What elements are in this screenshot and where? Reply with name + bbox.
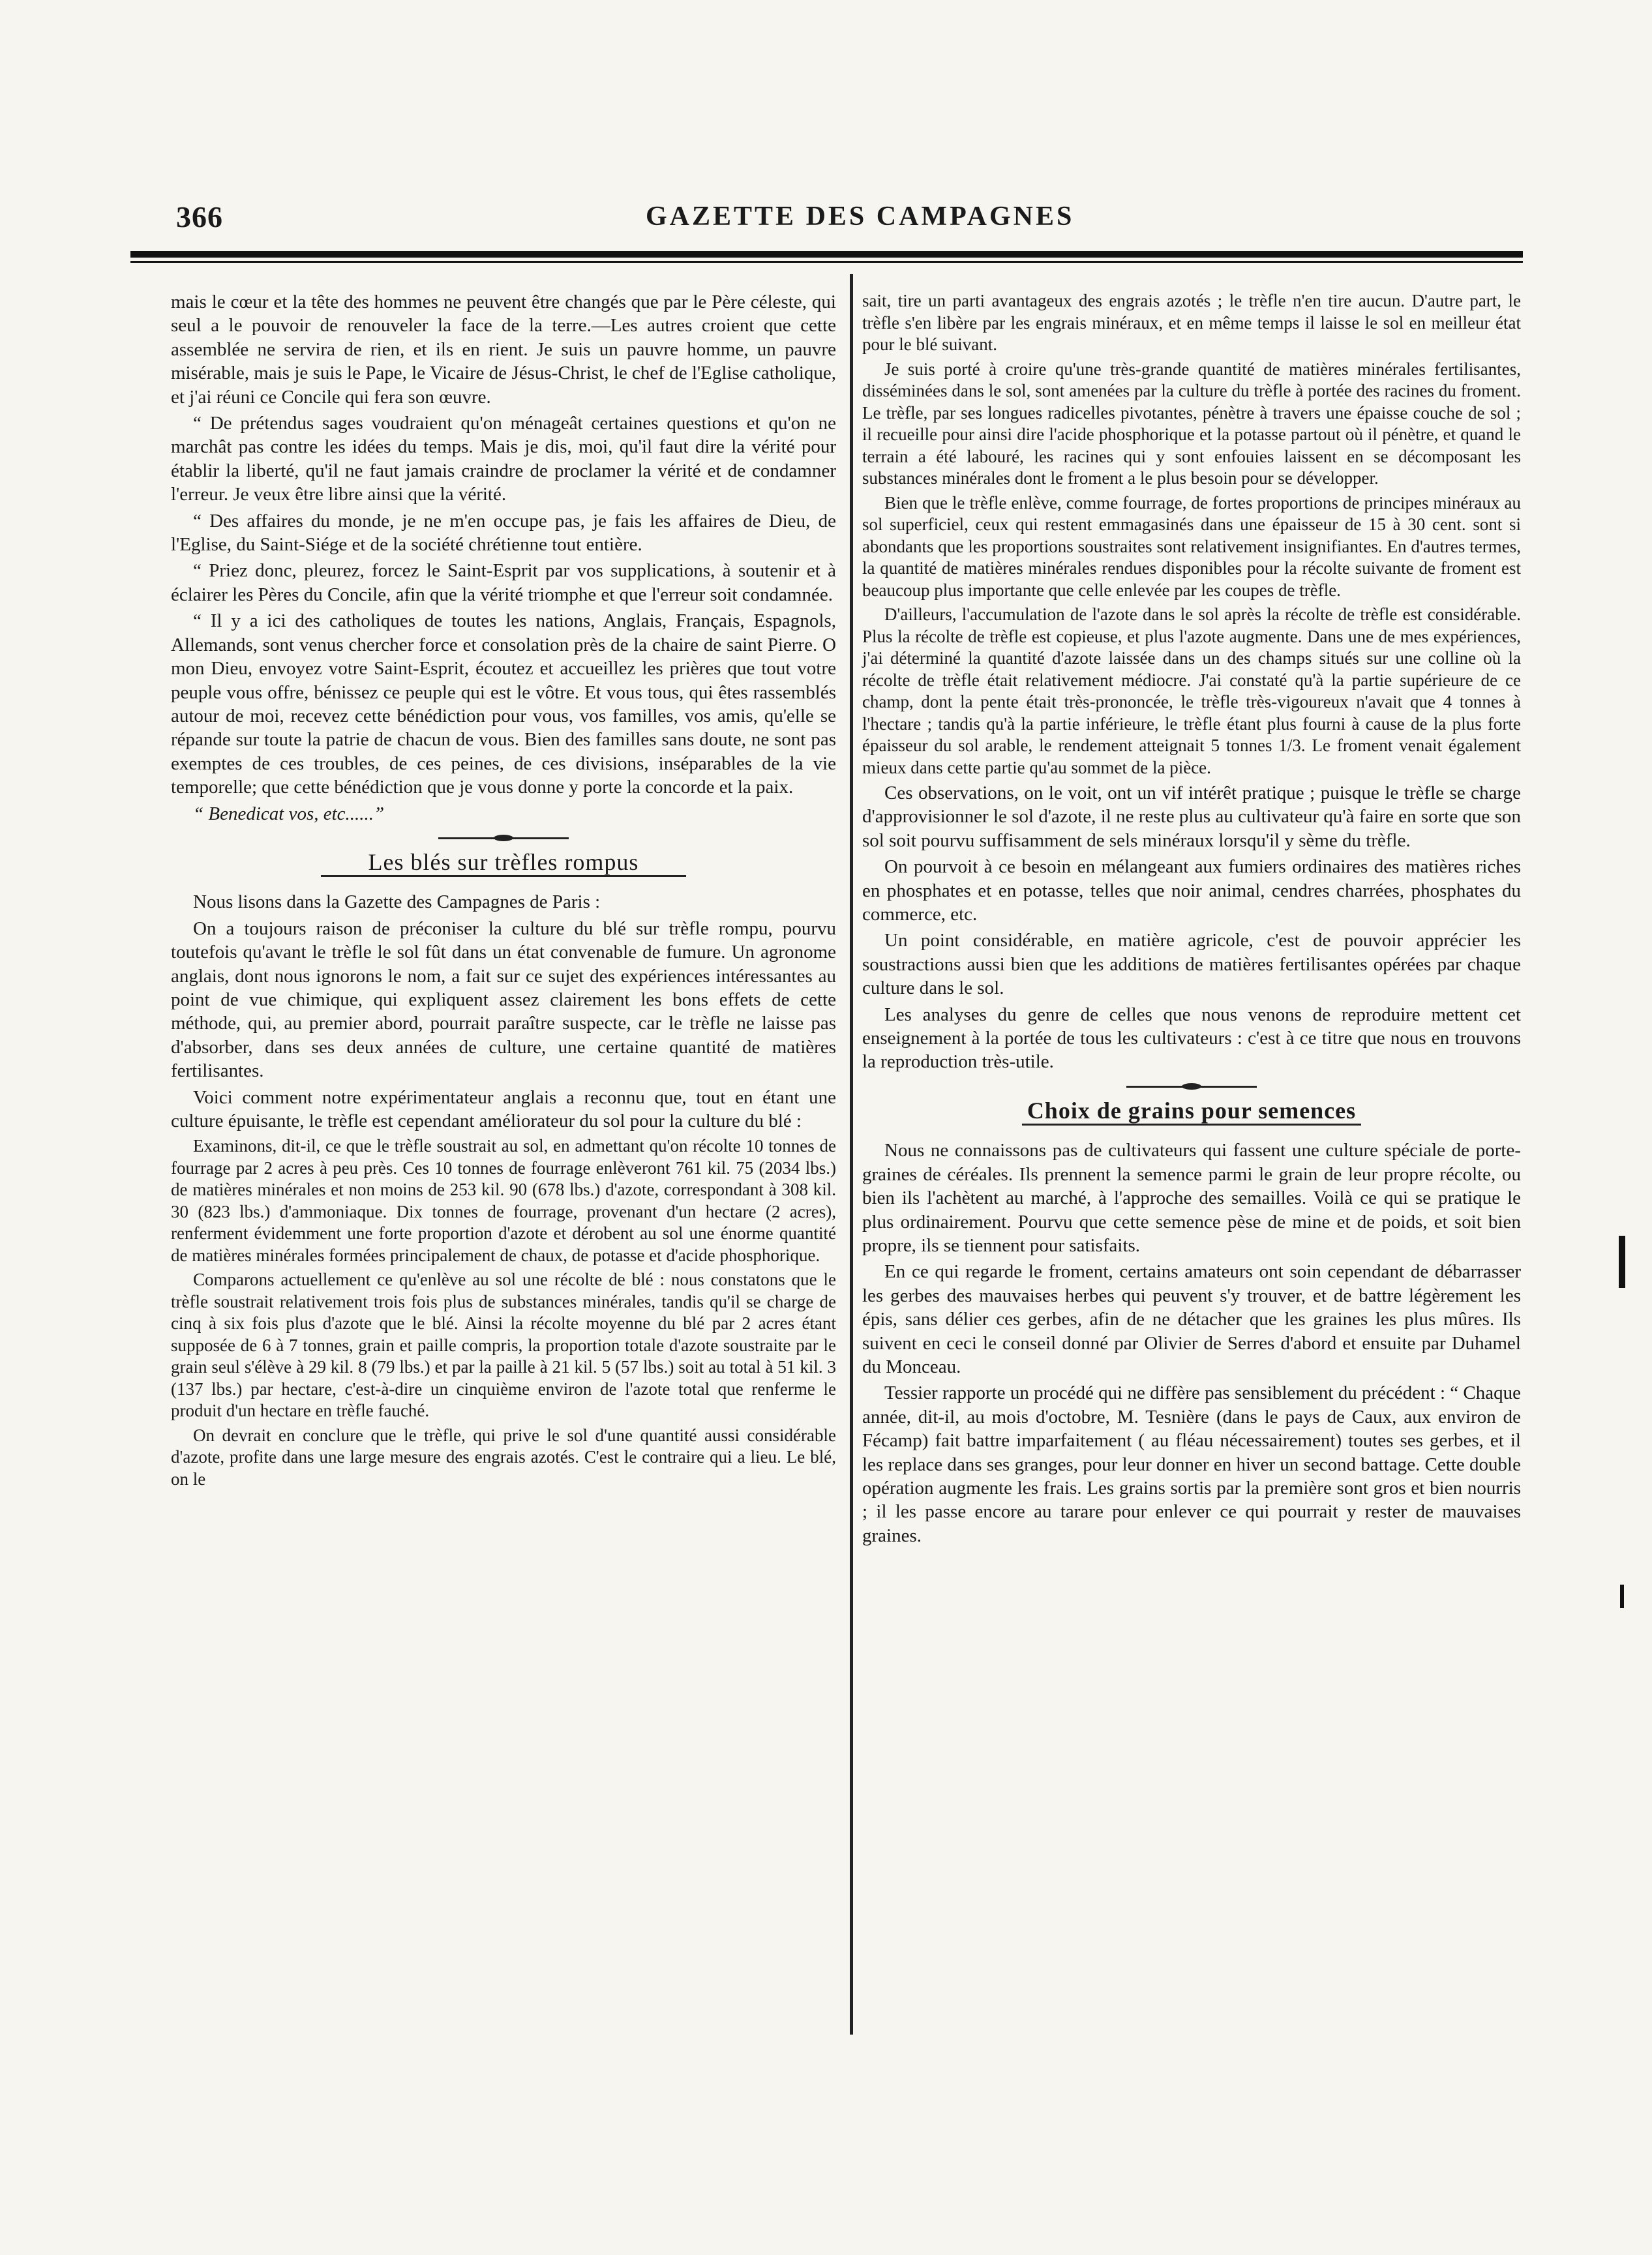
paragraph: Voici comment notre expérimentateur anglais a reconnu que, tout en étant une culture épuisante, le trèfle est cependant améliorateur du sol pour la culture du blé : [171,1086,836,1131]
page-number: 366 [176,200,223,233]
section-title: Choix de grains pour semences [1022,1099,1361,1126]
section-separator [1126,1083,1257,1090]
paragraph: D'ailleurs, l'accumulation de l'azote dans le sol après la récolte de trèfle est considérable. Plus la récolte de trèfle est copieuse, et plus l'azote augmente. Dans une de mes expériences, j'ai déterminé la quantité d'azote laissée dans un des champs situés sur une colline où la récolte de trèfle était relativement médiocre. J'ai constaté qu'à la partie supérieure de ce champ, dont la pente était très-prononcée, le trèfle très-vigoureux n'avait que 4 tonnes à l'hectare ; tandis qu'à la partie inférieure, le trèfle étant plus fourni à cause de la plus forte épaisseur du sol arable, le rendement atteignait 5 tonnes 1/3. Le froment venait également mieux dans cette partie qu'au sommet de la pièce. [862,605,1521,777]
paragraph: On devrait en conclure que le trèfle, qui prive le sol d'une quantité aussi considérable d'azote, profite dans une large mesure des engrais azotés. C'est le contraire qui a lieu. Le blé, on le [171,1425,836,1489]
paragraph: On pourvoit à ce besoin en mélangeant aux fumiers ordinaires des matières riches en phosphates et en potasse, telles que noir animal, cendres charrées, phosphates du commerce, etc. [862,856,1521,925]
paragraph: Les analyses du genre de celles que nous venons de reproduire mettent cet enseignement à la portée de tous les cultivateurs : c'est à ce titre que nous en trouvons la reproduction très-utile. [862,1004,1521,1073]
paragraph: Un point considérable, en matière agricole, c'est de pouvoir apprécier les soustractions aussi bien que les additions de matières fertilisantes opérées par chaque culture dans le sol. [862,930,1521,999]
margin-mark [1620,1585,1624,1608]
paragraph: “ Il y a ici des catholiques de toutes les nations, Anglais, Français, Espagnols, Allemands, sont venus chercher force et consolation près de la chaire de saint Pierre. O mon Dieu, envoyez votre Saint-Esprit, écoutez et accueillez les prières que tout votre peuple vous offre, bénissez ce peuple qui est le vôtre. Et vous tous, qui êtes rassemblés autour de moi, recevez cette bénédiction pour vous, vos familles, vos amis, qu'elle se répande sur toute la patrie de chacun de vous. Bien des familles sans doute, ne sont pas exemptes de ces troubles, de ces peines, de ces divisions, inséparables de la vie temporelle; que cette bénédiction que je vous donne y porte la concorde et la paix. [171,610,836,798]
paragraph: En ce qui regarde le froment, certains amateurs ont soin cependant de débarrasser les gerbes des mauvaises herbes qui peuvent s'y trouver, et de battre légèrement les épis, sans délier ces gerbes, afin de ne détacher que les graines les plus mûres. Ils suivent en ceci le conseil donné par Olivier de Serres d'abord et ensuite par Duhamel du Monceau. [862,1261,1521,1377]
paragraph: “ Benedicat vos, etc......” [193,803,385,824]
paragraph: “ De prétendus sages voudraient qu'on ménageât certaines questions et qu'on ne marchât pas contre les idées du temps. Mais je dis, moi, qu'il faut dire la vérité pour établir la liberté, qu'il ne faut jamais craindre de proclamer la vérité et de condamner l'erreur. Je veux être libre ainsi que la vérité. [171,413,836,505]
paragraph: Tessier rapporte un procédé qui ne diffère pas sensiblement du précédent : “ Chaque année, dit-il, au mois d'octobre, M. Tesnière (dans le pays de Caux, aux environ de Fécamp) fait battre imparfaitement ( au fléau nécessairement) toutes ses gerbes, et il les replace dans ses granges, pour leur donner en hiver un second battage. Cette double opération augmente les frais. Les grains sortis par la première sont gros et bien nourris ; il les passe encore au tarare pour enlever ce qui pourrait y rester de mauvaises graines. [862,1382,1521,1546]
paragraph: Ces observations, on le voit, ont un vif intérêt pratique ; puisque le trèfle se charge d'approvisionner le sol d'azote, il ne reste plus au cultivateur qu'à faire en sorte que son sol soit pourvu suffisamment de sels minéraux lorsqu'il y sème du trèfle. [862,783,1521,851]
left-column [171,290,836,1493]
paragraph: Bien que le trèfle enlève, comme fourrage, de fortes proportions de principes minéraux au sol superficiel, ceux qui restent emmagasinés dans une épaisseur de 15 à 30 cent. sont si abondants que les proportions soustraites sont relativement insignifiantes. En d'autres termes, la quantité de matières minérales rendues disponibles pour la récolte suivante de froment est beaucoup plus importante que celle enlevée par les coupes de trèfle. [862,492,1521,600]
paragraph: “ Priez donc, pleurez, forcez le Saint-Esprit par vos supplications, à soutenir et à éclairer les Pères du Concile, afin que la vérité triomphe et que l'erreur soit condamnée. [171,560,836,605]
section-title: Les blés sur trèfles rompus [321,850,686,877]
page-header [176,196,1520,248]
paragraph: Nous lisons dans la Gazette des Campagnes de Paris : [193,891,601,913]
paragraph: Examinons, dit-il, ce que le trèfle soustrait au sol, en admettant qu'on récolte 10 tonnes de fourrage par 2 acres à peu près. Ces 10 tonnes de fourrage enlèveront 761 kil. 75 (2034 lbs.) de matières minérales et non moins de 253 kil. 90 (678 lbs.) d'azote, correspondant à 308 kil. 30 (823 lbs.) d'ammoniaque. Dix tonnes de fourrage, provenant d'un hectare (2 acres), renferment évidemment une forte proportion d'azote et dérobent au sol une énorme quantité de matières minérales formées principalement de chaux, de potasse et d'acide phosphorique. [171,1136,836,1265]
section-separator [438,835,569,841]
paragraph: Nous ne connaissons pas de cultivateurs qui fassent une culture spéciale de porte-graines de céréales. Ils prennent la semence parmi le grain de leur propre récolte, ou bien ils l'achètent au marché, à l'approche des semailles. Voilà ce qui se pratique le plus ordinairement. Pourvu que cette semence pèse de mine et de poids, et soit bien propre, ils se tiennent pour satisfaits. [862,1140,1521,1256]
header-rule-thin [130,261,1523,263]
running-title: GAZETTE DES CAMPAGNES [646,202,1075,231]
paragraph: Comparons actuellement ce qu'enlève au sol une récolte de blé : nous constatons que le trèfle soustrait relativement trois fois plus de substances minérales, tandis qu'il se charge de cinq à six fois plus d'azote que le blé. Ainsi la récolte moyenne du blé par 2 acres étant supposée de 6 à 7 tonnes, grain et paille compris, la proportion totale d'azote soustraite par le grain seul s'élève à 29 kil. 8 (79 lbs.) et par la paille à 21 kil. 5 (57 lbs.) soit au total à 51 kil. 3 (137 lbs.) par hectare, c'est-à-dire un cinquième environ de l'azote total que renferme le produit d'un hectare en trèfle fauché. [171,1270,836,1421]
paragraph: mais le cœur et la tête des hommes ne peuvent être changés que par le Père céleste, qui seul a le pouvoir de renouveler la face de la terre.—Les autres croient que cette assemblée ne servira de rien, et ils en rient. Je suis un pauvre homme, un pauvre misérable, mais je suis le Pape, le Vicaire de Jésus-Christ, le chef de l'Eglise catholique, et j'ai réuni ce Concile qui fera son œuvre. [171,291,836,408]
paragraph: “ Des affaires du monde, je ne m'en occupe pas, je fais les affaires de Dieu, de l'Eglise, du Saint-Siége et de la société chrétienne tout entière. [171,510,836,556]
paragraph: On a toujours raison de préconiser la culture du blé sur trèfle rompu, pourvu toutefois qu'avant le trèfle le sol fût dans un état convenable de fumure. Un agronome anglais, dont nous ignorons le nom, a fait sur ce sujet des expériences intéressantes au point de vue chimique, qui expliquent assez clairement les bons effets de cette méthode, qui, au premier abord, pourrait paraître suspecte, car le trèfle ne laisse pas d'absorber, dans ses deux années de culture, une certaine quantité de matières fertilisantes. [171,918,836,1082]
header-rule-thick [130,251,1523,258]
column-divider [850,274,853,2035]
paragraph: Je suis porté à croire qu'une très-grande quantité de matières minérales fertilisantes, disséminées dans le sol, sont amenées par la culture du trèfle à portée des racines du froment. Le trèfle, par ses longues radicelles pivotantes, pénètre à travers une épaisse couche de sol ; il recueille pour ainsi dire l'acide phosphorique et la potasse partout où il pénètre, et quand le terrain a été labouré, les racines qui y sont enfouies laissent en se décomposant les substances minérales dont le froment a le plus besoin pour se développer. [862,359,1521,488]
paragraph: sait, tire un parti avantageux des engrais azotés ; le trèfle n'en tire aucun. D'autre part, le trèfle s'en libère par les engrais minéraux, et en même temps il laisse le sol en meilleur état pour le blé suivant. [862,291,1521,354]
margin-mark [1619,1236,1625,1288]
right-column [862,290,1521,1550]
